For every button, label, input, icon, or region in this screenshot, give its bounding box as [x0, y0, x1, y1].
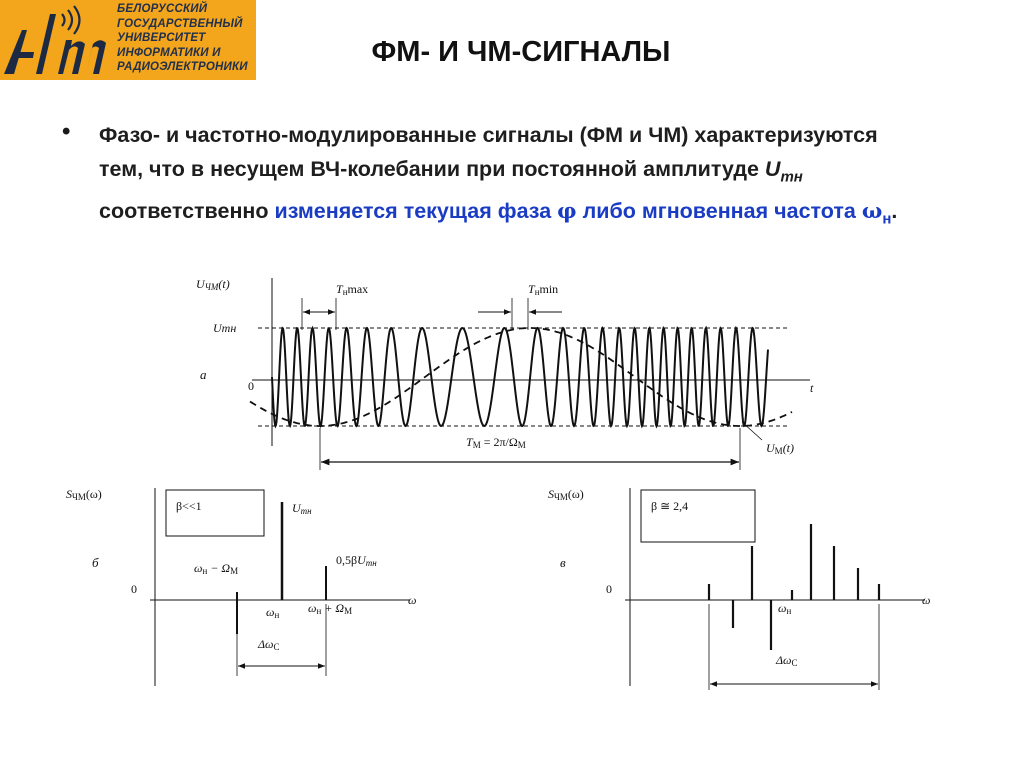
para-end: .: [891, 199, 898, 224]
fm-carrier-wave: [272, 328, 768, 426]
logo-line: ГОСУДАРСТВЕННЫЙ: [117, 17, 243, 30]
highlight-frequency: либо мгновенная частота: [576, 199, 862, 224]
fig-a-tag: а: [200, 367, 207, 382]
fig-b-lower-freq-label: ωн − ΩМ: [194, 561, 239, 576]
omega-subscript: н: [882, 210, 892, 228]
fig-b-beta-box: [166, 490, 264, 536]
logo-line: РАДИОЭЛЕКТРОНИКИ: [117, 61, 248, 73]
tmin-label: Tнmin: [528, 282, 559, 297]
fig-a-t-label: t: [810, 381, 814, 395]
fig-b-tag: б: [92, 555, 99, 570]
logo-line: ИНФОРМАТИКИ И: [117, 46, 221, 59]
logo-line: БЕЛОРУССКИЙ: [117, 3, 208, 15]
fig-b-bandwidth-label: ΔωС: [258, 637, 280, 652]
um-label: UМ(t): [766, 441, 795, 456]
fig-c-beta-text: β ≅ 2,4: [651, 499, 689, 513]
fig-b-y-label: SЧМ(ω): [66, 487, 102, 502]
phi-symbol: φ: [557, 199, 577, 225]
highlight-phase: изменяется текущая фаза: [274, 199, 558, 224]
fig-c-beta-box: [641, 490, 755, 542]
umn-label: Umн: [213, 321, 237, 335]
fig-b-sideband-amplitude: 0,5βUmн: [336, 553, 377, 568]
fig-c-bandwidth-label: ΔωС: [776, 653, 798, 668]
fig-b-zero: 0: [131, 582, 137, 596]
amp-symbol: U: [764, 157, 781, 181]
tm-label: TМ = 2π/ΩМ: [466, 435, 526, 450]
fig-c-zero: 0: [606, 582, 612, 596]
fig-b-beta-text: β<<1: [176, 499, 202, 513]
para-text-2: соответственно: [99, 199, 275, 224]
slide-title: ФМ- И ЧМ-СИГНАЛЫ: [371, 36, 671, 68]
fig-c-tag: в: [560, 555, 566, 570]
fig-b-omega-label: ω: [408, 593, 417, 607]
omega-symbol: ω: [861, 199, 883, 225]
amp-subscript: mн: [780, 168, 803, 186]
fig-a-zero: 0: [248, 379, 254, 393]
fig-c-omega-label: ω: [922, 593, 931, 607]
fig-c-y-label: SЧМ(ω): [548, 487, 584, 502]
para-text-1: Фазо- и частотно-модулированные сигналы (ФМ и ЧМ) характеризуются тем, что в несущем ВЧ-колебании при постоянной амплитуде: [99, 123, 878, 181]
fig-b-upper-freq-label: ωн + ΩМ: [308, 601, 353, 616]
fig-c-spectral-lines: [709, 524, 879, 650]
fig-c-carrier-freq-label: ωн: [778, 601, 792, 616]
tmax-label: Tнmax: [336, 282, 369, 297]
fig-b-carrier-freq-label: ωн: [266, 605, 280, 620]
fig-b-umn-label: Umн: [292, 501, 312, 516]
fig-a-y-label: UЧМ(t): [196, 277, 230, 292]
logo-line: УНИВЕРСИТЕТ: [117, 32, 206, 44]
bullet-marker: •: [62, 118, 71, 145]
